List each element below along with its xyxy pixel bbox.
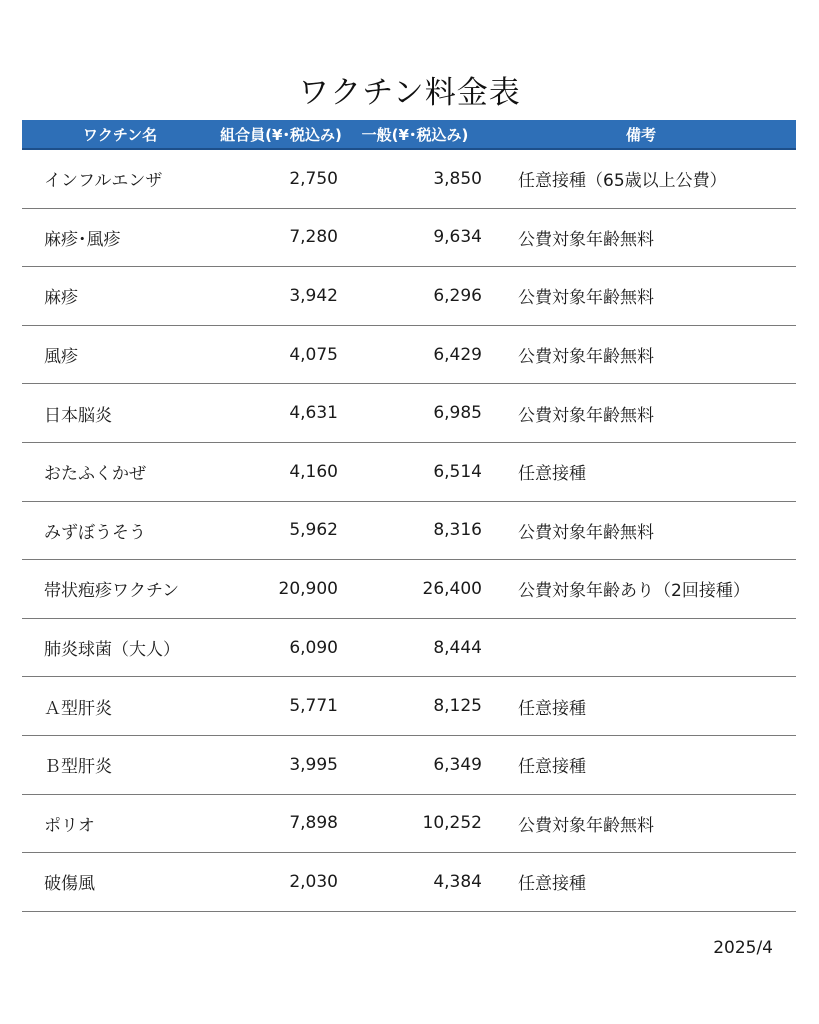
table-row [22, 853, 796, 912]
general-price: 3,850 [344, 149, 486, 208]
note: 公費対象年齢無料 [486, 267, 796, 326]
general-price: 9,634 [344, 208, 486, 267]
vaccine-name: 麻疹 [22, 267, 218, 326]
vaccine-name: みずぼうそう [22, 501, 218, 560]
table-row [22, 560, 796, 619]
document-date: 2025/4 [713, 938, 773, 958]
table-row [22, 267, 796, 326]
vaccine-name: 風疹 [22, 325, 218, 384]
general-price: 6,985 [344, 384, 486, 443]
note: 任意接種 [486, 853, 796, 912]
general-price: 4,384 [344, 853, 486, 912]
member-price: 2,030 [218, 853, 344, 912]
header-row [22, 120, 796, 149]
member-price: 6,090 [218, 618, 344, 677]
page-title: ワクチン料金表 [298, 74, 521, 111]
vaccine-name: 破傷風 [22, 853, 218, 912]
note: 任意接種 [486, 677, 796, 736]
general-price: 8,316 [344, 501, 486, 560]
general-price: 6,514 [344, 442, 486, 501]
general-price: 8,444 [344, 618, 486, 677]
vaccine-price-table [22, 120, 796, 912]
table-row [22, 442, 796, 501]
note [486, 618, 796, 677]
general-price: 8,125 [344, 677, 486, 736]
general-price: 6,349 [344, 735, 486, 794]
vaccine-name: 肺炎球菌（大人） [22, 618, 218, 677]
vaccine-name: インフルエンザ [22, 149, 218, 208]
vaccine-name: 麻疹･風疹 [22, 208, 218, 267]
general-price: 26,400 [344, 560, 486, 619]
note: 任意接種（65歳以上公費） [486, 149, 796, 208]
general-price: 6,296 [344, 267, 486, 326]
member-price: 4,160 [218, 442, 344, 501]
member-price: 3,942 [218, 267, 344, 326]
vaccine-name: おたふくかぜ [22, 442, 218, 501]
table-row [22, 325, 796, 384]
member-price: 3,995 [218, 735, 344, 794]
table-row [22, 735, 796, 794]
table-row [22, 384, 796, 443]
note: 任意接種 [486, 735, 796, 794]
table-row [22, 208, 796, 267]
member-price: 4,075 [218, 325, 344, 384]
member-price: 5,962 [218, 501, 344, 560]
table-row [22, 501, 796, 560]
member-price: 5,771 [218, 677, 344, 736]
table-row [22, 677, 796, 736]
member-price: 2,750 [218, 149, 344, 208]
note: 公費対象年齢あり（2回接種） [486, 560, 796, 619]
table-body [22, 149, 796, 911]
vaccine-name: 日本脳炎 [22, 384, 218, 443]
header-general-price: 一般(¥･税込み) [344, 120, 486, 149]
note: 公費対象年齢無料 [486, 501, 796, 560]
vaccine-name: 帯状疱疹ワクチン [22, 560, 218, 619]
header-vaccine-name: ワクチン名 [22, 120, 218, 149]
vaccine-name: ポリオ [22, 794, 218, 853]
table-row [22, 618, 796, 677]
note: 公費対象年齢無料 [486, 208, 796, 267]
member-price: 4,631 [218, 384, 344, 443]
member-price: 20,900 [218, 560, 344, 619]
table-row [22, 149, 796, 208]
vaccine-name: Ｂ型肝炎 [22, 735, 218, 794]
member-price: 7,898 [218, 794, 344, 853]
table-header [22, 120, 796, 149]
note: 任意接種 [486, 442, 796, 501]
member-price: 7,280 [218, 208, 344, 267]
header-note: 備考 [486, 120, 796, 149]
table-row [22, 794, 796, 853]
header-member-price: 組合員(¥･税込み) [218, 120, 344, 149]
note: 公費対象年齢無料 [486, 794, 796, 853]
vaccine-name: Ａ型肝炎 [22, 677, 218, 736]
general-price: 10,252 [344, 794, 486, 853]
general-price: 6,429 [344, 325, 486, 384]
note: 公費対象年齢無料 [486, 384, 796, 443]
note: 公費対象年齢無料 [486, 325, 796, 384]
